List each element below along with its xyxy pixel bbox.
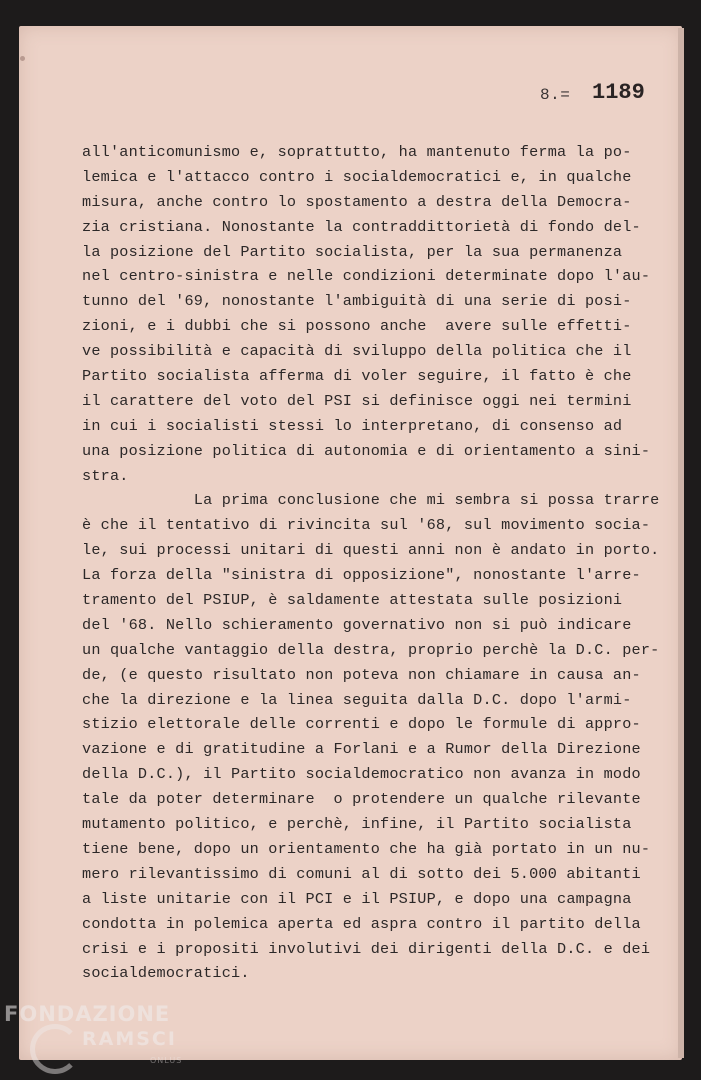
text-line: crisi e i propositi involutivi dei dirigenti della D.C. e dei (82, 939, 651, 958)
folio-number: 1189 (592, 80, 645, 105)
text-line: stizio elettorale delle correnti e dopo le formule di appro- (82, 715, 641, 734)
text-line: tale da poter determinare o protendere un qualche rilevante (82, 790, 641, 809)
text-line: il carattere del voto del PSI si definisce oggi nei termini (82, 391, 632, 410)
text-line: una posizione politica di autonomia e di orientamento a sini- (82, 441, 651, 460)
text-line: Partito socialista afferma di voler seguire, il fatto è che (82, 367, 632, 386)
text-line: lemica e l'attacco contro i socialdemocratici e, in qualche (82, 167, 632, 186)
text-line: la posizione del Partito socialista, per la sua permanenza (82, 242, 623, 261)
text-line: tramento del PSIUP, è saldamente attestata sulle posizioni (82, 591, 623, 610)
text-line: tiene bene, dopo un orientamento che ha già portato in un nu- (82, 839, 651, 858)
page-reference: 8.= (540, 86, 571, 104)
watermark-line-1: FONDAZIONE (4, 1002, 171, 1026)
typed-body-text (82, 140, 660, 986)
text-line: a liste unitarie con il PCI e il PSIUP, e dopo una campagna (82, 889, 632, 908)
text-line: condotta in polemica aperta ed aspra contro il partito della (82, 914, 641, 933)
text-line: misura, anche contro lo spostamento a destra della Democra- (82, 192, 632, 211)
text-line: le, sui processi unitari di questi anni non è andato in porto. (82, 541, 660, 560)
watermark-line-3: ONLUS (150, 1056, 183, 1065)
text-line: mero rilevantissimo di comuni al di sotto dei 5.000 abitanti (82, 864, 641, 883)
text-line: La forza della "sinistra di opposizione", nonostante l'arre- (82, 566, 641, 585)
text-line: de, (e questo risultato non poteva non chiamare in causa an- (82, 665, 641, 684)
fondazione-gramsci-watermark (4, 1002, 184, 1074)
text-line: nel centro-sinistra e nelle condizioni determinate dopo l'au- (82, 267, 651, 286)
text-line: stra. (82, 466, 129, 485)
text-line: ve possibilità e capacità di sviluppo della politica che il (82, 342, 632, 361)
text-line: all'anticomunismo e, soprattutto, ha mantenuto ferma la po- (82, 143, 632, 161)
watermark-g-logo-icon (30, 1024, 80, 1074)
text-line: zia cristiana. Nonostante la contraddittorietà di fondo del- (82, 217, 641, 236)
punch-hole (20, 56, 25, 61)
text-line: in cui i socialisti stessi lo interpretano, di consenso ad (82, 416, 623, 435)
text-line: del '68. Nello schieramento governativo non si può indicare (82, 615, 632, 634)
text-line: vazione e di gratitudine a Forlani e a Rumor della Direzione (82, 740, 641, 759)
text-line: zioni, e i dubbi che si possono anche avere sulle effetti- (82, 317, 632, 336)
watermark-line-2: RAMSCI (82, 1028, 177, 1050)
paper-edge (678, 28, 684, 1058)
text-line: che la direzione e la linea seguita dalla D.C. dopo l'armi- (82, 690, 632, 709)
text-line: socialdemocratici. (82, 964, 250, 983)
text-line: è che il tentativo di rivincita sul '68, sul movimento socia- (82, 516, 651, 535)
text-line: della D.C.), il Partito socialdemocratico non avanza in modo (82, 765, 641, 784)
text-line: un qualche vantaggio della destra, proprio perchè la D.C. per- (82, 640, 660, 659)
text-line: La prima conclusione che mi sembra si possa trarre (82, 491, 660, 510)
text-line: tunno del '69, nonostante l'ambiguità di una serie di posi- (82, 292, 632, 311)
text-line: mutamento politico, e perchè, infine, il Partito socialista (82, 815, 632, 834)
